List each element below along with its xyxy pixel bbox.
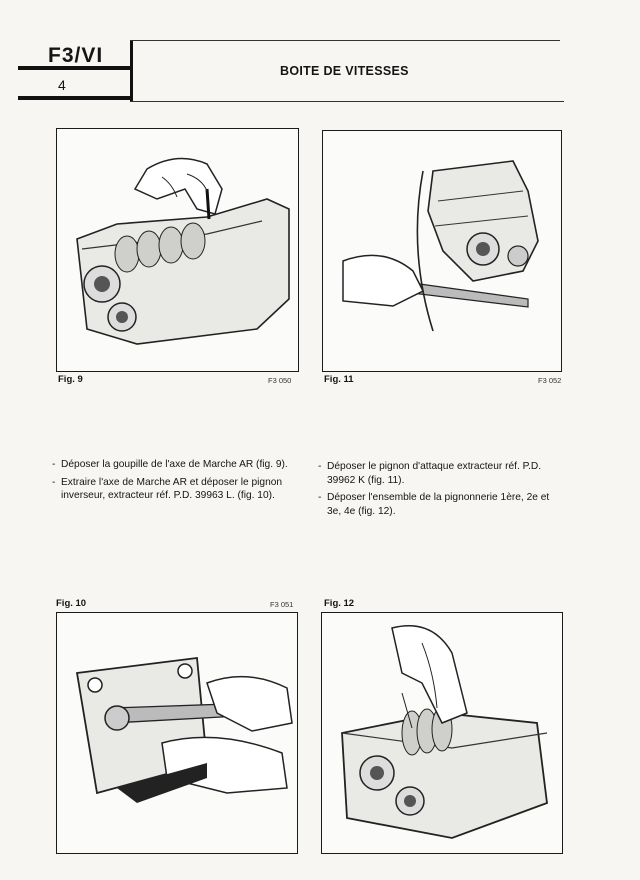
figure-11-label: Fig. 11 bbox=[324, 374, 354, 385]
instruction-item bbox=[52, 476, 296, 503]
gearbox-hand-pin-drawing bbox=[57, 129, 298, 371]
bullet-dash: - bbox=[52, 476, 56, 488]
figure-11-ref: F3 052 bbox=[538, 376, 562, 385]
figure-10-label: Fig. 10 bbox=[56, 598, 87, 609]
header-top-line bbox=[130, 40, 560, 41]
figure-9-label: Fig. 9 bbox=[58, 374, 83, 385]
header-bottom-line bbox=[130, 101, 564, 102]
header-rule-bottom bbox=[18, 96, 132, 100]
instructions-left bbox=[52, 458, 296, 507]
figure-12-illustration bbox=[321, 612, 563, 854]
instruction-item bbox=[318, 491, 562, 518]
bullet-dash: - bbox=[318, 492, 322, 503]
gear-cluster-removal-drawing bbox=[322, 613, 562, 853]
figure-9-ref: F3 050 bbox=[268, 376, 292, 385]
figure-12-label: Fig. 12 bbox=[324, 598, 355, 609]
figure-11-illustration bbox=[322, 130, 562, 372]
header-divider bbox=[130, 40, 133, 102]
instructions-right bbox=[318, 460, 562, 522]
figure-9-illustration bbox=[56, 128, 299, 372]
page-title: BOITE DE VITESSES bbox=[280, 64, 409, 78]
instruction-text: Déposer l'ensemble de la pignonnerie 1ère, 2e et 3e, 4e (fig. 12). bbox=[327, 492, 550, 517]
instruction-text: Déposer le pignon d'attaque extracteur réf. P.D. 39962 K (fig. 11). bbox=[327, 461, 542, 486]
bullet-dash: - bbox=[52, 459, 56, 470]
figure-10-ref: F3 051 bbox=[270, 600, 294, 609]
figure-10-illustration bbox=[56, 612, 298, 854]
section-code: F3/VI bbox=[48, 44, 104, 67]
instruction-item bbox=[318, 460, 562, 487]
bullet-dash: - bbox=[318, 461, 322, 472]
page-number: 4 bbox=[58, 77, 66, 93]
reverse-shaft-puller-drawing bbox=[57, 613, 297, 853]
instruction-item bbox=[52, 458, 296, 472]
instruction-text: Déposer la goupille de l'axe de Marche AR (fig. 9). bbox=[61, 459, 288, 470]
instruction-text: Extraire l'axe de Marche AR et déposer le pignon inverseur, extracteur réf. P.D. 39963 L. (fig. 10). bbox=[61, 476, 283, 501]
pinion-extractor-drawing bbox=[323, 131, 561, 371]
